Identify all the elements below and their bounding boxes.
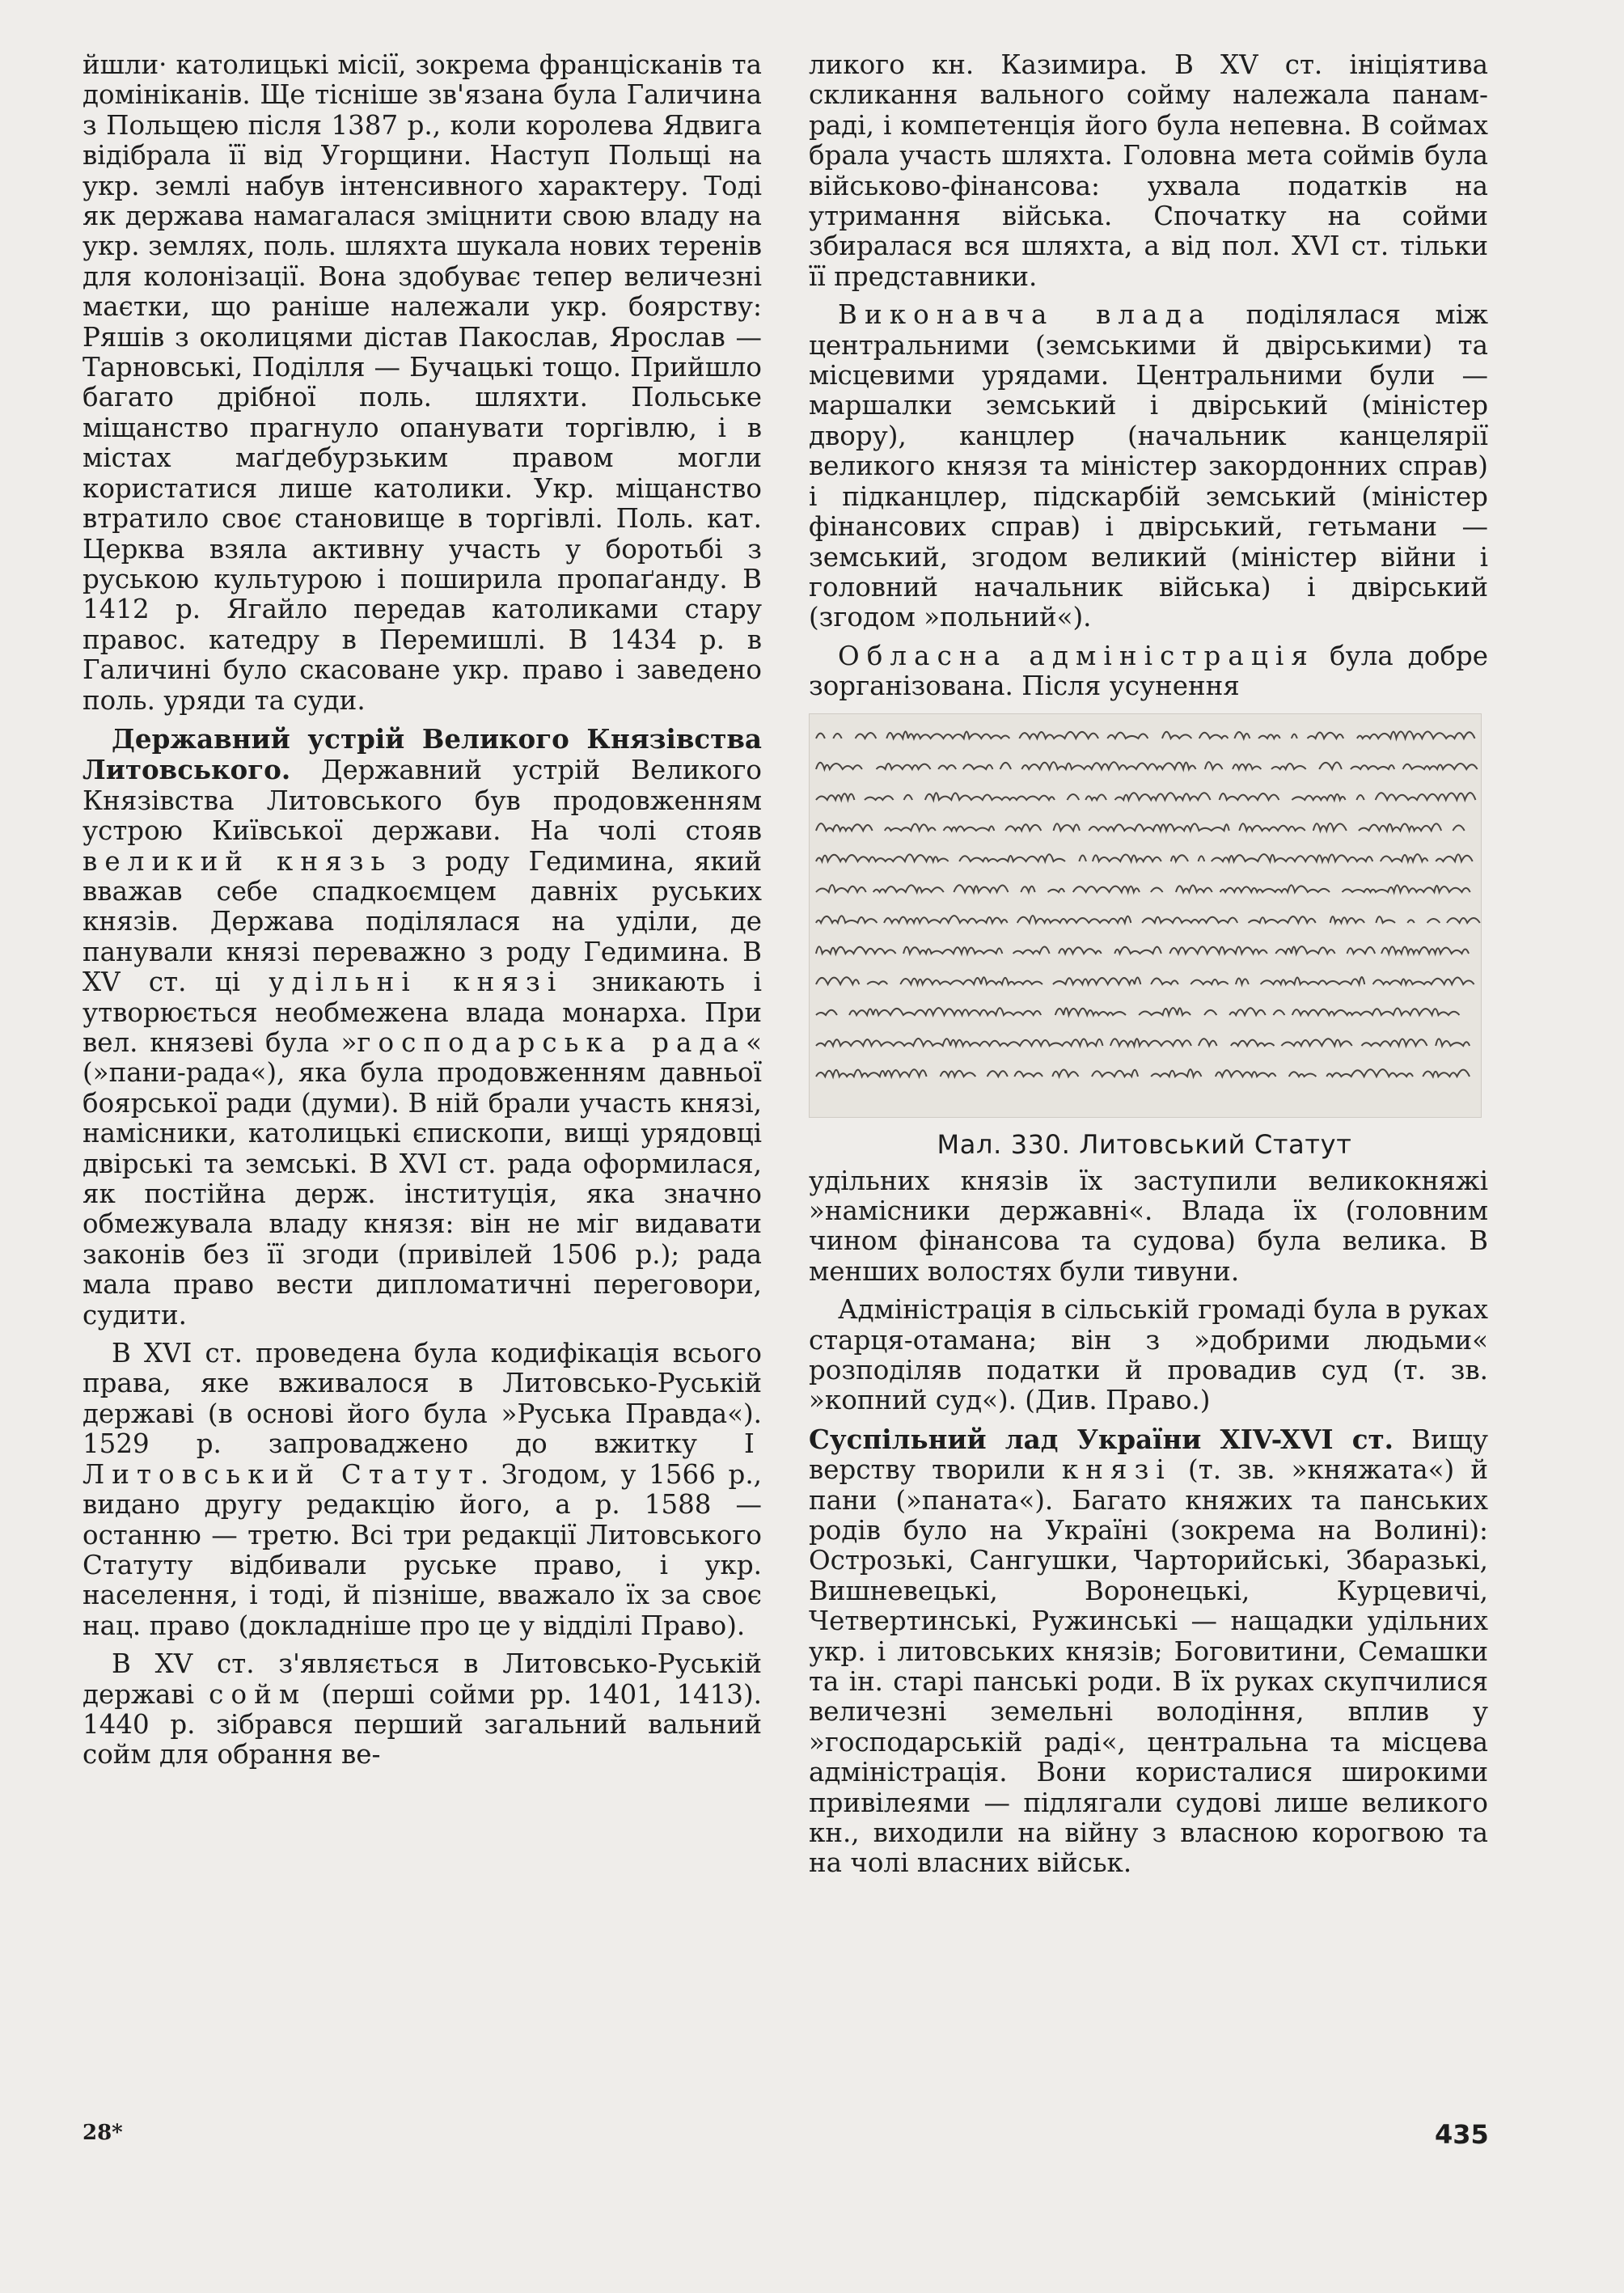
left-column bbox=[82, 50, 762, 1779]
handwriting-line bbox=[816, 885, 1480, 892]
paragraph: Обласна адміністрація була добре зорганізована. Після усунення bbox=[809, 640, 1488, 702]
section-heading: Суспільний лад України XIV-XVI ст. bbox=[809, 1423, 1394, 1455]
handwriting-line bbox=[816, 1039, 1470, 1046]
manuscript-image bbox=[809, 713, 1482, 1118]
paragraph: В XVI ст. проведена була кодифікація всього права, яке вживалося в Литовсько-Руській державі (в основі його була »Руська Правда«). 1529 р. запроваджено до вжитку І Литовський Статут. Згодом, у 1566 р., видано другу редакцію його, а р. 1588 — останню — третю. Всі три редакції Литовського Статуту відбивали руське право, і укр. населення, і тоді, й пізніше, вважало їх за своє нац. право (докладніше про це у відділі Право). bbox=[82, 1338, 762, 1641]
handwriting-line bbox=[816, 793, 1481, 800]
spaced-term: удільні князі bbox=[269, 967, 564, 998]
spaced-term: Обласна адміністрація bbox=[838, 640, 1315, 671]
figure-lithuanian-statute bbox=[809, 713, 1480, 1160]
handwriting-line bbox=[816, 1069, 1470, 1077]
paragraph: ликого кн. Казимира. В XV ст. ініціятива скликання вального сойму належала панам-раді, і компетенція його була непевна. В соймах брала участь шляхта. Головна мета соймів була військово-фінансова: ухвала податків на утримання війська. Спочатку на сойми збиралася вся шляхта, а від пол. XVI ст. тільки її представники. bbox=[809, 49, 1488, 292]
signature-mark: 28* bbox=[82, 2121, 123, 2145]
spaced-term: великий князь bbox=[82, 845, 393, 877]
handwriting-line bbox=[816, 977, 1474, 984]
paragraph: Суспільний лад України XIV-XVI ст. Вищу верству творили князі (т. зв. »княжата«) й пани (»паната«). Багато княжих та панських родів було на Україні (зокрема на Волині): Острозькі, Сангушки, Чарторийські, Збаразькі, Вишневецькі, Воронецькі, Курцевичі, Четвертинські, Ружинські — нащадки удільних укр. і литовських князів; Боговитини, Семашки та ін. старі панські роди. В їх руках скупчилися величезні земельні володіння, вплив у »господарській раді«, центральна та місцева адміністрація. Вони користалися широкими привілеями — підлягали судові лише великого кн., виходили на війну з власною корогвою та на чолі власних військ. bbox=[809, 1423, 1488, 1879]
handwriting-line bbox=[816, 1008, 1473, 1015]
handwriting-line bbox=[816, 946, 1469, 954]
spaced-term: князі bbox=[1061, 1454, 1172, 1486]
spaced-term: Виконавча влада bbox=[838, 299, 1212, 331]
paragraph: йшли· католицькі місії, зокрема францісканів та домініканів. Ще тісніше зв'язана була Галичина з Польщею після 1387 р., коли королева Ядвига відібрала її від Угорщини. Наступ Польщі на укр. землі набув інтенсивного характеру. Тоді як держава намагалася зміцнити свою владу на укр. землях, поль. шляхта шукала нових теренів для колонізації. Вона здобуває тепер величезні маєтки, що раніше належали укр. боярству: Ряшів з околицями дістав Пакослав, Ярослав — Тарновські, Поділля — Бучацькі тощо. Прийшло багато дрібної поль. шляхти. Польське міщанство прагнуло опанувати торгівлю, і в містах маґдебурзьким правом могли користатися лише католики. Укр. міщанство втратило своє становище в торгівлі. Поль. кат. Церква взяла активну участь у боротьбі з руською культурою і поширила пропаґанду. В 1412 р. Ягайло передав католиками стару правос. катедру в Перемишлі. В 1434 р. в Галичині було скасоване укр. право і заведено поль. уряди та суди. bbox=[82, 49, 762, 716]
paragraph: Виконавча влада поділялася між центральними (земськими й двірськими) та місцевими урядами. Центральними були —маршалки земський і двірський (міністер двору), канцлер (начальник канцелярії великого князя та міністер закордонних справ) і підканцлер, підскарбій земський (міністер фінансових справ) і двірський, гетьмани — земський, згодом великий (міністер війни і головний начальник війська) і двірський (згодом »польний«). bbox=[809, 299, 1488, 633]
right-column bbox=[809, 50, 1488, 1887]
paragraph: Адміністрація в сільській громаді була в руках старця-отамана; він з »добрими людьми« розподіляв податки й провадив суд (т. зв. »копний суд«). (Див. Право.) bbox=[809, 1294, 1488, 1416]
paragraph: Державний устрій Великого Князівства Литовського. Державний устрій Великого Князівства Литовського був продовженням устрою Київської держави. На чолі стояв великий князь з роду Гедимина, який вважав себе спадкоємцем давніх руських князів. Держава поділялася на уділи, де панували князі переважно з роду Гедимина. В XV ст. ці удільні князі зникають і утворюється необмежена влада монарха. При вел. князеві була »господарська рада« (»пани-рада«), яка була продовженням давньої боярської ради (думи). В ній брали участь князі, намісники, католицькі єпископи, вищі урядовці двірські та земські. В XVI ст. рада оформилася, як постійна держ. інституція, яка значно обмежувала владу князя: він не міг видавати законів без її згоди (привілей 1506 р.); рада мала право вести дипломатичні переговори, судити. bbox=[82, 722, 762, 1331]
handwriting-line bbox=[816, 762, 1478, 769]
paragraph: В XV ст. з'являється в Литовсько-Руській державі сойм (перші сойми рр. 1401, 1413). 1440 р. зібрався перший загальний вальний сойм для обрання ве- bbox=[82, 1648, 762, 1771]
paragraph: удільних князів їх заступили великокняжі »намісники державні«. Влада їх (головним чином фінансова та судова) була велика. В менших волостях були тивуни. bbox=[809, 1165, 1488, 1287]
figure-caption: Мал. 330. Литовський Статут bbox=[937, 1128, 1352, 1160]
handwriting-line bbox=[816, 854, 1473, 861]
handwriting-line bbox=[816, 731, 1475, 738]
handwriting-illustration bbox=[810, 714, 1481, 1117]
spaced-term: сойм bbox=[209, 1678, 307, 1710]
handwriting-line bbox=[816, 823, 1476, 831]
page-number: 435 bbox=[1435, 2119, 1489, 2150]
spaced-term: І Литовський Статут bbox=[82, 1428, 762, 1490]
handwriting-line bbox=[816, 916, 1480, 923]
spaced-term: господарська рада bbox=[357, 1027, 746, 1058]
section-heading: Державний устрій Великого Князівства Литовського. bbox=[82, 722, 762, 786]
